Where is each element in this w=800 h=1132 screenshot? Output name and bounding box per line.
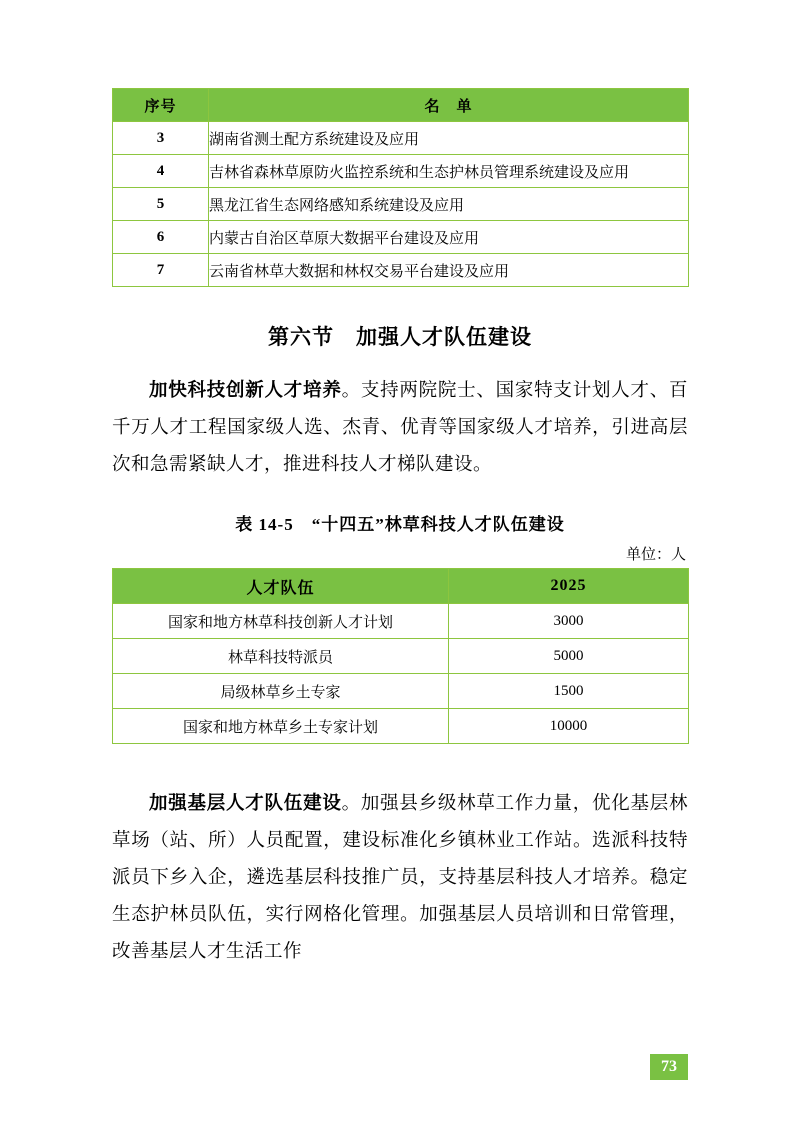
cell-team-label: 林草科技特派员 [113,639,449,674]
cell-team-value: 10000 [449,709,689,744]
column-header-team: 人才队伍 [113,569,449,604]
column-header-no: 序号 [113,89,209,122]
cell-no: 4 [113,155,209,188]
column-header-name: 名 单 [209,89,689,122]
paragraph-text: 。支持两院院士、国家特支计划人才、百千万人才工程国家级人选、杰青、优青等国家级人才培养，引进高层次和急需紧缺人才，推进科技人才梯队建设。 [112,381,688,475]
column-header-2025: 2025 [449,569,689,604]
cell-team-label: 局级林草乡土专家 [113,674,449,709]
section-heading: 第六节 加强人才队伍建设 [268,325,532,349]
cell-name: 黑龙江省生态网络感知系统建设及应用 [209,188,689,221]
table-unit-label: 单位：人 [625,547,686,563]
cell-team-label: 国家和地方林草乡土专家计划 [113,709,449,744]
table-row [113,639,689,674]
page-number: 73 [650,1054,688,1080]
cell-no: 7 [113,254,209,287]
table-row [113,674,689,709]
top-margin-spacer [112,0,688,88]
table-row [113,709,689,744]
table-row [113,254,689,287]
table-row [113,188,689,221]
paragraph-lead: 加强基层人才队伍建设 [149,794,342,814]
table-row [113,155,689,188]
paragraph-talent-cultivation [112,373,688,484]
table-row [113,221,689,254]
table-row [113,604,689,639]
cell-no: 6 [113,221,209,254]
cell-no: 5 [113,188,209,221]
cell-team-value: 5000 [449,639,689,674]
cell-no: 3 [113,122,209,155]
paragraph-text: 。加强县乡级林草工作力量，优化基层林草场（站、所）人员配置，建设标准化乡镇林业工作站。选派科技特派员下乡入企，遴选基层科技推广员，支持基层科技人才培养。稳定生态护林员队伍，实行网格化管理。加强基层人员培训和日常管理，改善基层人才生活工作 [112,794,688,962]
cell-team-value: 3000 [449,604,689,639]
table-header-row [113,569,689,604]
cell-team-value: 1500 [449,674,689,709]
cell-name: 湖南省测土配方系统建设及应用 [209,122,689,155]
table-header-row [113,89,689,122]
table-caption: 表 14-5 “十四五”林草科技人才队伍建设 [235,515,565,534]
talent-team-table [112,568,689,744]
cell-name: 吉林省森林草原防火监控系统和生态护林员管理系统建设及应用 [209,155,689,188]
cell-name: 内蒙古自治区草原大数据平台建设及应用 [209,221,689,254]
table-row [113,122,689,155]
cell-name: 云南省林草大数据和林权交易平台建设及应用 [209,254,689,287]
paragraph-grassroots-team [112,786,688,971]
project-list-table [112,88,689,287]
paragraph-lead: 加快科技创新人才培养 [149,381,342,401]
cell-team-label: 国家和地方林草科技创新人才计划 [113,604,449,639]
